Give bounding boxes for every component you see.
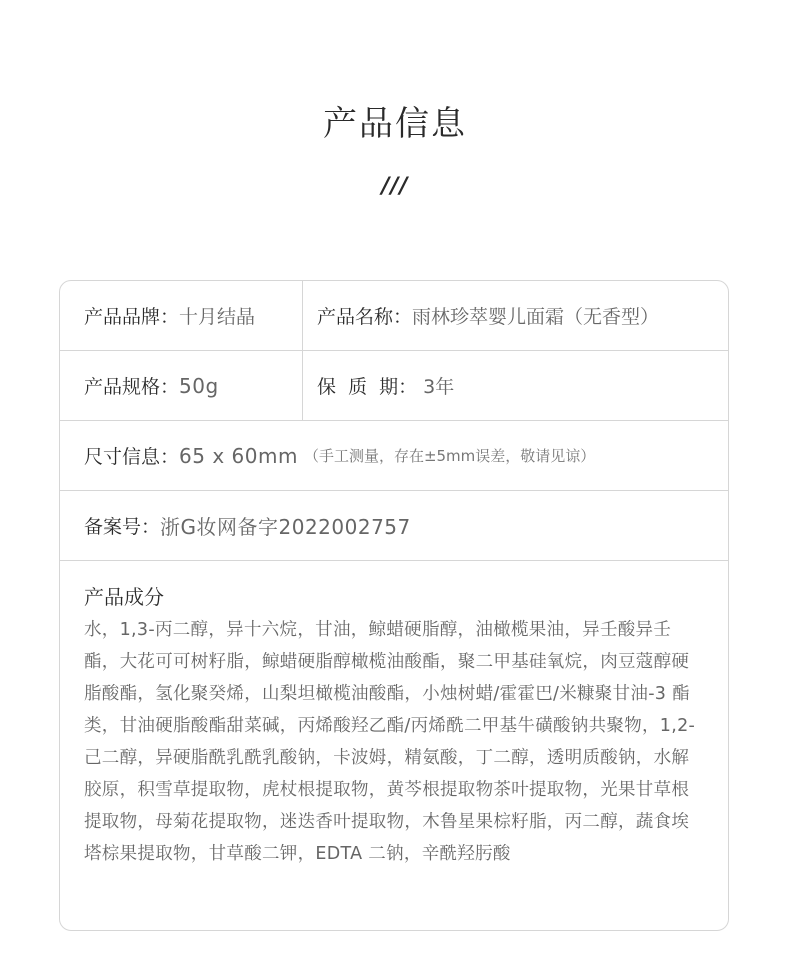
page-title: 产品信息: [323, 104, 467, 144]
spec-label: 产品规格：: [84, 376, 180, 398]
ingredients-section: [60, 561, 728, 870]
row-spec-shelf: [60, 351, 728, 421]
row-size: [60, 421, 728, 491]
spec-cell: [60, 351, 303, 420]
ingredients-title: 产品成分: [84, 585, 164, 609]
brand-value: 十月结晶: [179, 306, 256, 328]
size-note: （手工测量，存在±5mm误差，敬请见谅）: [303, 447, 596, 465]
product-name-label: 产品名称：: [317, 306, 413, 328]
shelf-life-label: 保 质 期：: [317, 376, 418, 398]
size-label: 尺寸信息：: [84, 446, 180, 468]
size-cell: [60, 421, 728, 490]
ingredients-text: 水，1,3-丙二醇，异十六烷，甘油，鲸蜡硬脂醇，油橄榄果油，异壬酸异壬酯，大花可可树籽脂，鲸蜡硬脂醇橄榄油酸酯，聚二甲基硅氧烷，肉豆蔻醇硬脂酸酯，氢化聚癸烯，山梨坦橄榄油酸酯，小烛树蜡/霍霍巴/米糠聚甘油-3 酯类，甘油硬脂酸酯甜菜碱，丙烯酸羟乙酯/丙烯酰二甲基牛磺酸钠共聚物，1,2-己二醇，异硬脂酰乳酰乳酸钠，卡波姆，精氨酸，丁二醇，透明质酸钠，水解胶原，积雪草提取物，虎杖根提取物，黄芩根提取物茶叶提取物，光果甘草根提取物，母菊花提取物，迷迭香叶提取物，木鲁星果棕籽脂，丙二醇，蔬食埃塔棕果提取物，甘草酸二钾，EDTA 二钠，辛酰羟肟酸: [84, 620, 696, 864]
brand-cell: [60, 281, 303, 350]
record-cell: [60, 491, 728, 560]
record-label: 备案号：: [84, 516, 161, 538]
brand-label: 产品品牌：: [84, 306, 180, 328]
shelf-life-cell: [303, 351, 728, 420]
product-name-value: 雨林珍萃婴儿面霜（无香型）: [412, 306, 660, 328]
product-name-cell: [303, 281, 728, 350]
row-record: [60, 491, 728, 561]
size-value: 65 x 60mm: [179, 443, 298, 468]
shelf-life-value: 3年: [423, 376, 455, 398]
spec-value: 50g: [179, 373, 219, 398]
product-info-card: [59, 280, 729, 931]
divider-slashes: ///: [381, 174, 409, 199]
row-brand-name: [60, 281, 728, 351]
record-value: 浙G妆网备字2022002757: [160, 515, 411, 539]
row-ingredients: [60, 561, 728, 870]
